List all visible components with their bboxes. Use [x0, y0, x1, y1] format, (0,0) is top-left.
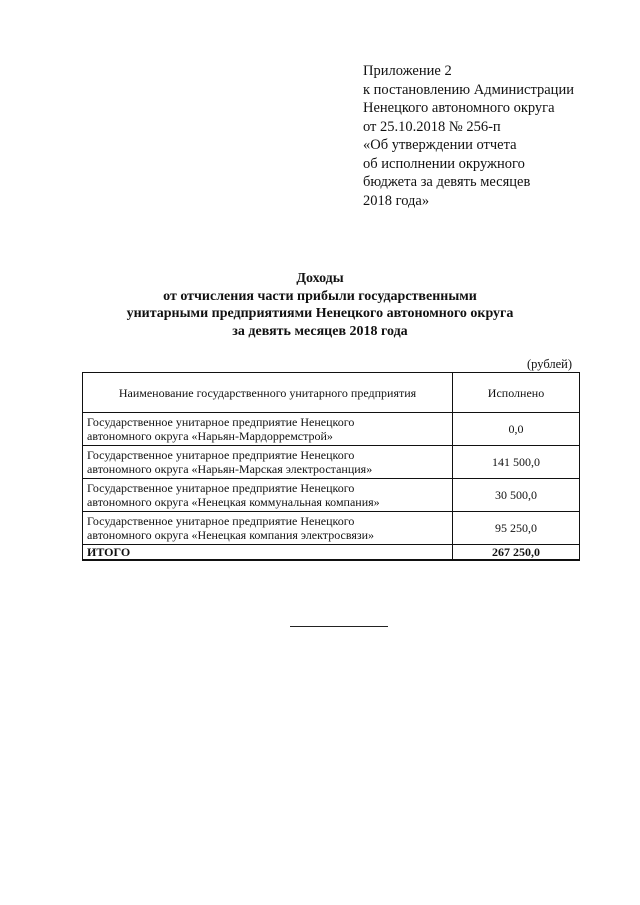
row-name: [83, 446, 453, 479]
header-name: Наименование государственного унитарного предприятия: [83, 373, 453, 413]
row-name-line: Государственное унитарное предприятие Ненецкого: [87, 481, 355, 495]
row-name-line: Государственное унитарное предприятие Ненецкого: [87, 514, 355, 528]
income-table: [82, 372, 580, 561]
title-line: унитарными предприятиями Ненецкого автономного округа: [126, 306, 514, 321]
row-name-line: автономного округа «Ненецкая коммунальная компания»: [87, 495, 380, 509]
appendix-line: бюджета за девять месяцев: [363, 174, 531, 190]
total-row: [83, 545, 580, 561]
separator-line: [290, 626, 388, 627]
document-title: [60, 270, 580, 340]
row-value: 0,0: [453, 413, 580, 446]
row-name-line: автономного округа «Нарьян-Мардорремстрой»: [87, 429, 333, 443]
table-row: [83, 413, 580, 446]
row-name-line: Государственное унитарное предприятие Ненецкого: [87, 448, 355, 462]
appendix-block: [363, 62, 623, 210]
title-line: Доходы: [296, 271, 344, 286]
appendix-line: от 25.10.2018 № 256-п: [363, 118, 501, 135]
row-name-line: автономного округа «Ненецкая компания электросвязи»: [87, 528, 375, 542]
row-value: 95 250,0: [453, 512, 580, 545]
appendix-line: об исполнении окружного: [363, 155, 525, 172]
total-value: 267 250,0: [453, 545, 580, 561]
header-value: Исполнено: [453, 373, 580, 413]
row-value: 141 500,0: [453, 446, 580, 479]
table-row: [83, 479, 580, 512]
appendix-line: к постановлению Администрации: [363, 81, 574, 98]
total-label: ИТОГО: [83, 545, 453, 561]
row-name: [83, 479, 453, 512]
appendix-line: 2018 года»: [363, 192, 430, 209]
appendix-line: Приложение 2: [363, 63, 452, 79]
table-row: [83, 512, 580, 545]
table-row: [83, 446, 580, 479]
row-name-line: автономного округа «Нарьян-Марская электростанция»: [87, 462, 373, 476]
row-value: 30 500,0: [453, 479, 580, 512]
row-name: [83, 413, 453, 446]
table-header-row: [83, 373, 580, 413]
row-name-line: Государственное унитарное предприятие Ненецкого: [87, 415, 355, 429]
units-label: (рублей): [527, 357, 573, 371]
row-name: [83, 512, 453, 545]
appendix-line: «Об утверждении отчета: [363, 137, 517, 153]
title-line: от отчисления части прибыли государственными: [163, 288, 477, 304]
appendix-line: Ненецкого автономного округа: [363, 100, 555, 116]
title-line: за девять месяцев 2018 года: [232, 323, 408, 339]
